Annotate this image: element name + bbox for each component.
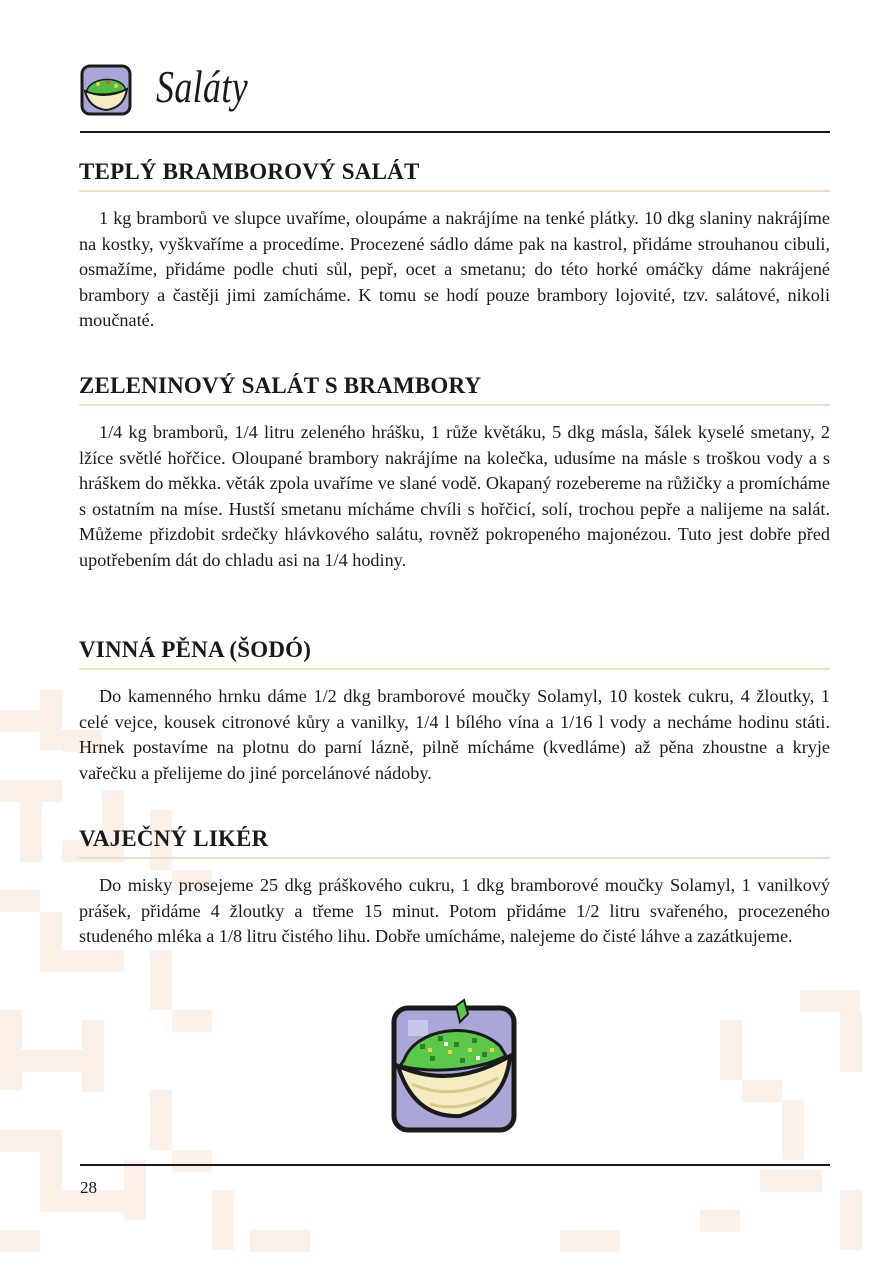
recipe-title: VINNÁ PĚNA (ŠODÓ): [79, 636, 830, 670]
header-rule: [80, 131, 830, 133]
page-number: 28: [80, 1178, 97, 1197]
recipe-egg-liqueur: [79, 825, 830, 950]
recipe-text: 1 kg bramborů ve slupce uvaříme, oloupáme a nakrájíme na tenké plátky. 10 dkg slaniny nakrájíme na kostky, vyškvaříme a procedíme. Procezené sádlo dáme pak na kastrol, přidáme strouhanou cibuli, osmažíme, přidáme podle chuti sůl, pepř, ocet a smetanu; do této horké omáčky dáme nakrájené brambory a častěji jimi zamícháme. K tomu se hodí pouze brambory lojovité, tzv. salátové, nikoli moučnaté.: [79, 208, 830, 330]
recipe-title: ZELENINOVÝ SALÁT S BRAMBORY: [79, 372, 830, 406]
recipe-wine-foam: [79, 636, 830, 786]
recipe-text: Do kamenného hrnku dáme 1/2 dkg bramborové moučky Solamyl, 10 kostek cukru, 4 žloutky, 1 celé vejce, kousek citronové kůry a vanilky, 1/4 l bílého vína a 1/16 l vody a necháme hodinu státi. Hrnek postavíme na plotnu do parní lázně, pilně mícháme (kvedláme) až pěna zhoustne a kryje vařečku a přelijeme do jiné porcelánové nádoby.: [79, 686, 830, 783]
chapter-title: Saláty: [156, 61, 249, 112]
recipe-title: TEPLÝ BRAMBOROVÝ SALÁT: [79, 158, 830, 192]
chapter-header: [80, 62, 830, 122]
footer-rule: [80, 1164, 830, 1166]
recipe-warm-potato-salad: [79, 158, 830, 334]
recipe-title: VAJEČNÝ LIKÉR: [79, 825, 830, 859]
recipe-vegetable-salad-with-potatoes: [79, 372, 830, 573]
recipe-text: 1/4 kg bramborů, 1/4 litru zeleného hrášku, 1 růže květáku, 5 dkg másla, šálek kyselé smetany, 2 lžíce světlé hořčice. Oloupané brambory nakrájíme na kolečka, udusíme na másle s troškou vody a s hráškem do měkka. věták zpola uvaříme ve slané vodě. Okapaný rozebereme na růžičky a promícháme s ostatním na míse. Hustší smetanu mícháme chvíli s hořčicí, solí, trochou pepře a nalijeme na salát. Můžeme přizdobit srdečky hlávkového salátu, rovněž pokropeného majonézou. Tuto jest dobře před upotřebením dát do chladu asi na 1/4 hodiny.: [79, 422, 830, 570]
recipe-text: Do misky prosejeme 25 dkg práškového cukru, 1 dkg bramborové moučky Solamyl, 1 vanilkový prášek, přidáme 4 žloutky a třeme 15 minut. Potom přidáme 1/2 litru svařeného, procezeného studeného mléka a 1/8 litru čistého lihu. Dobře umícháme, nalejeme do čisté láhve a zazátkujeme.: [79, 875, 830, 946]
salad-bowl-icon: [80, 64, 132, 116]
salad-bowl-icon: [390, 998, 518, 1136]
